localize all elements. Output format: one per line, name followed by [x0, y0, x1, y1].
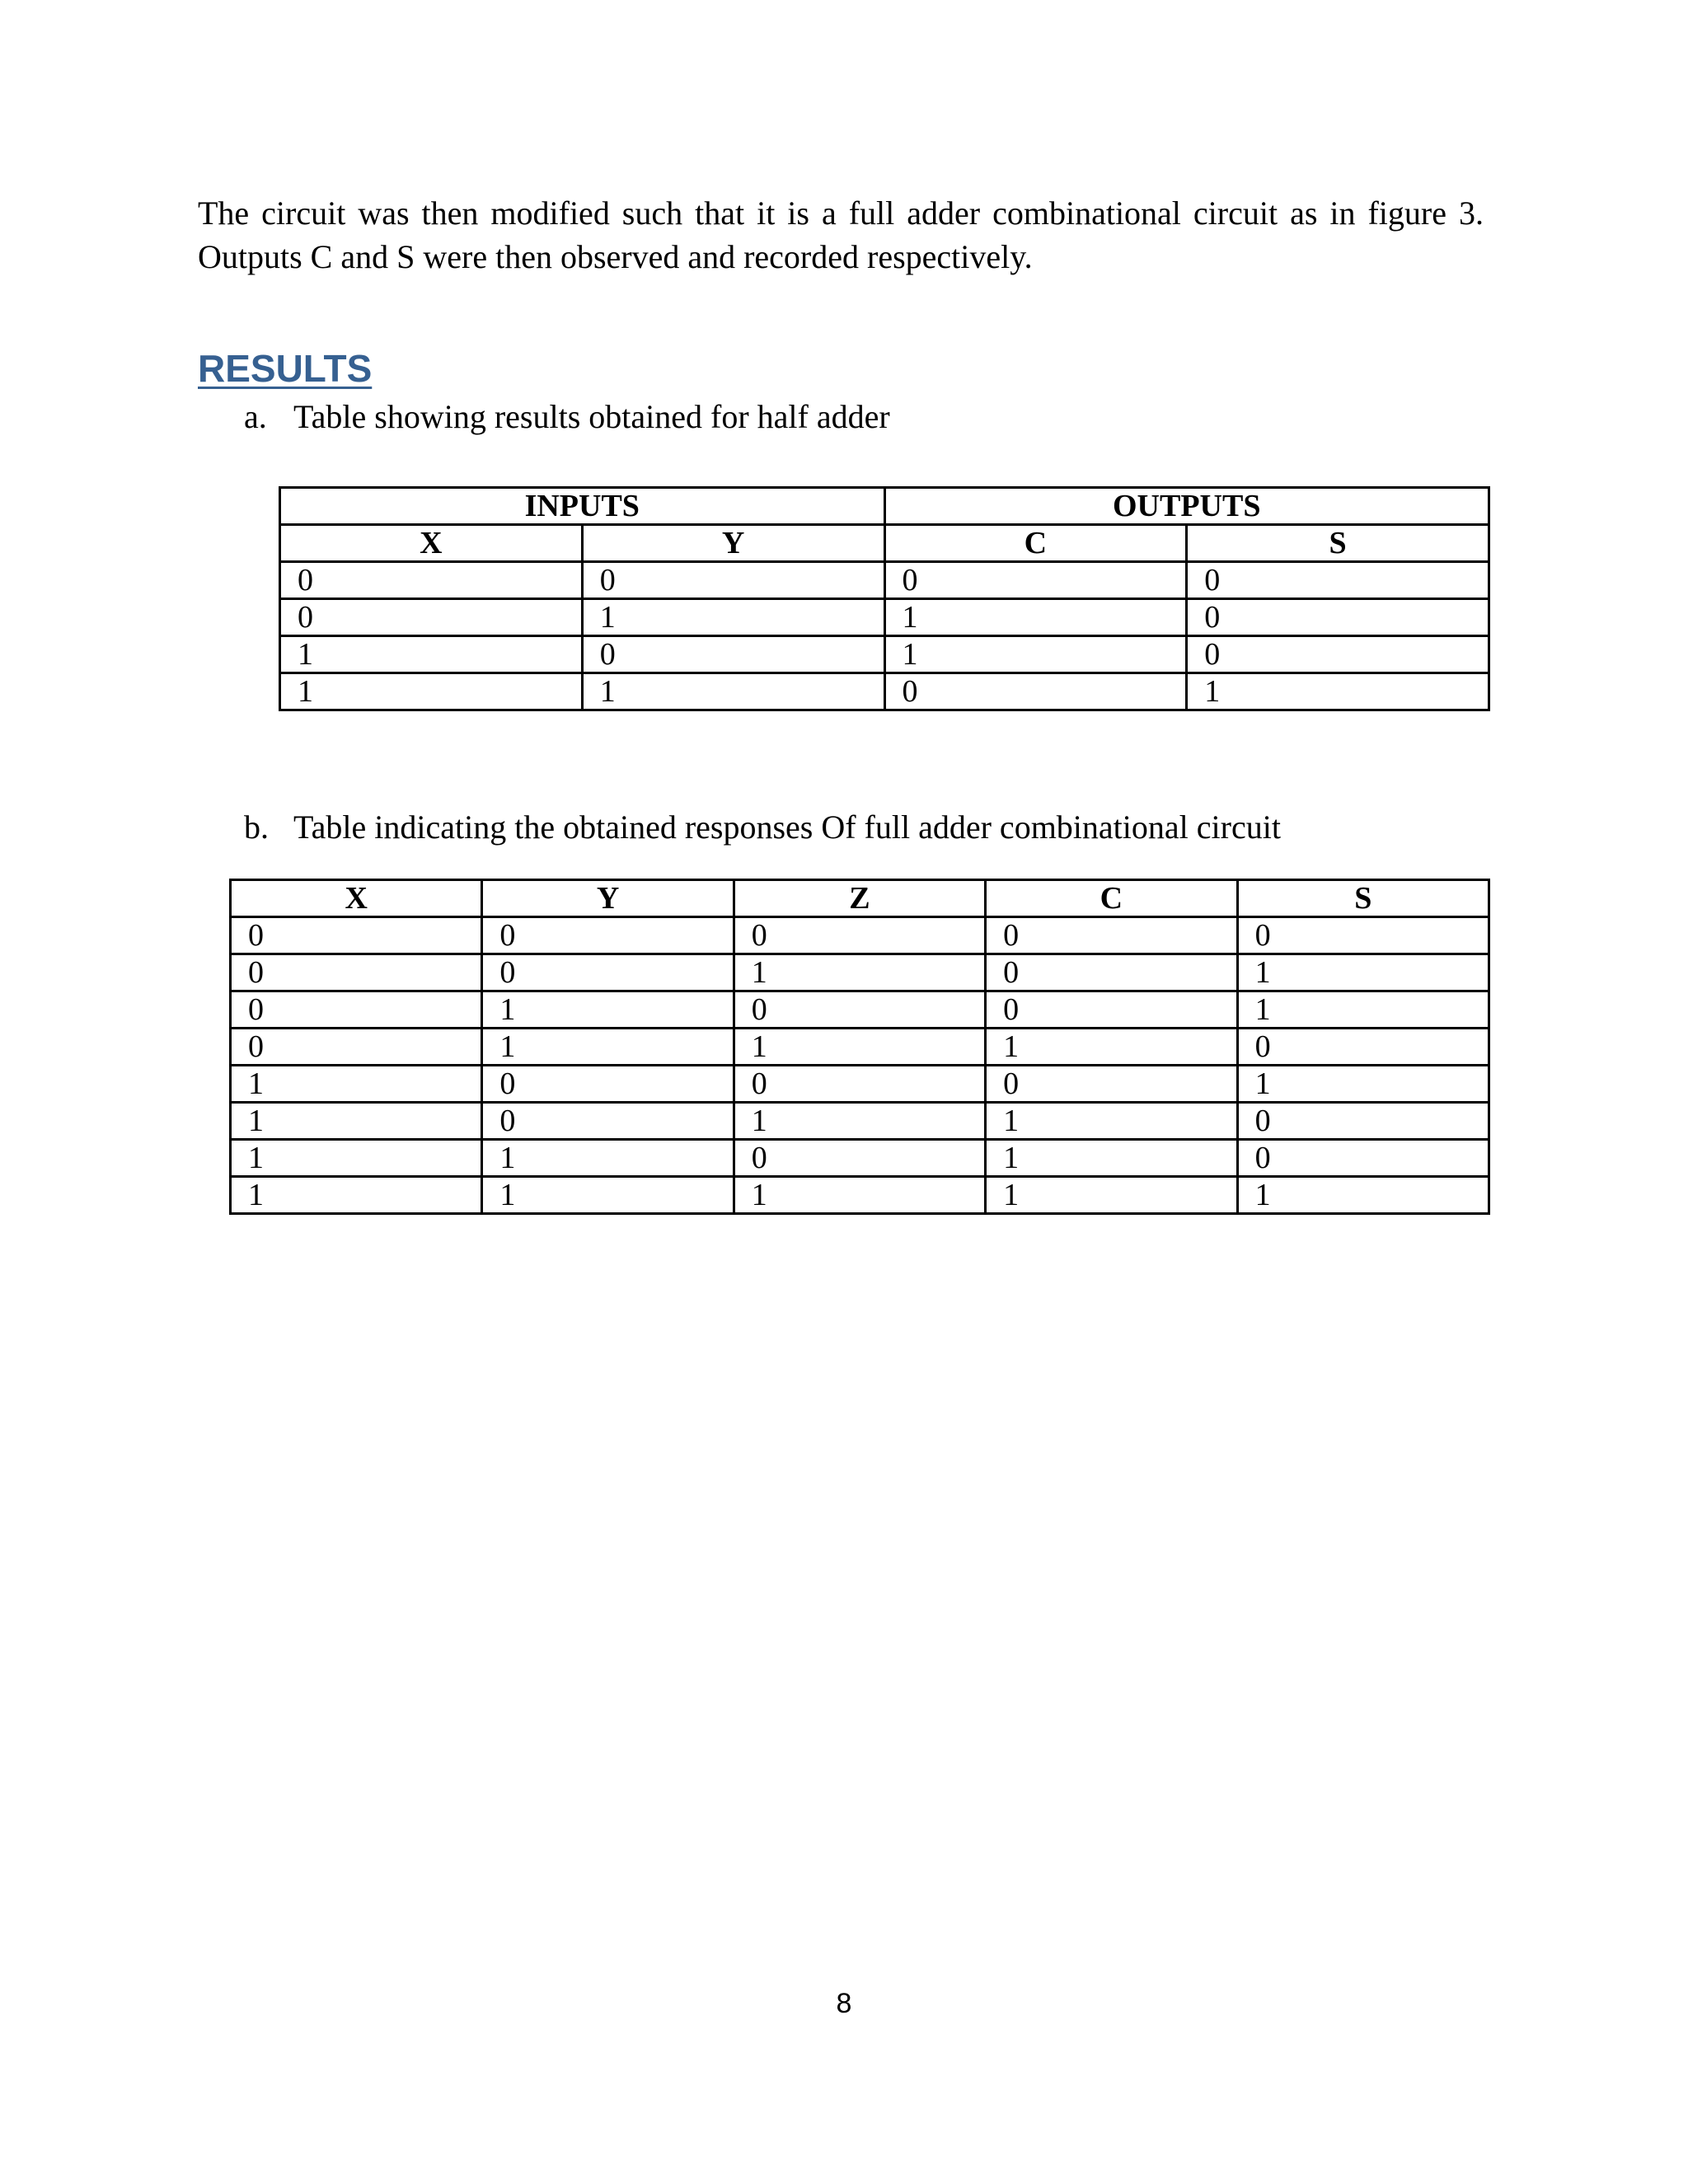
table-cell: 0	[1237, 1029, 1489, 1066]
table-cell: 1	[1237, 1177, 1489, 1214]
table-a-group-header-row	[280, 488, 1489, 525]
intro-paragraph	[198, 191, 1484, 279]
table-cell: 0	[734, 1066, 985, 1103]
table-cell: 1	[734, 954, 985, 991]
table-row	[280, 673, 1489, 710]
table-cell: 1	[1237, 1066, 1489, 1103]
intro-paragraph-line-2: Outputs C and S were then observed and recorded respectively.	[198, 238, 1033, 275]
table-a-header-y: Y	[582, 525, 884, 562]
table-cell: 0	[1237, 1103, 1489, 1140]
table-cell: 0	[1237, 1140, 1489, 1177]
table-cell: 0	[482, 1103, 734, 1140]
table-cell: 0	[482, 954, 734, 991]
table-cell: 1	[582, 599, 884, 636]
table-cell: 0	[582, 636, 884, 673]
table-cell: 1	[884, 636, 1187, 673]
table-row	[231, 991, 1489, 1029]
table-cell: 1	[734, 1029, 985, 1066]
table-cell: 0	[1187, 599, 1489, 636]
table-cell: 0	[582, 562, 884, 599]
table-b-header-z: Z	[734, 880, 985, 917]
table-cell: 1	[1187, 673, 1489, 710]
table-cell: 0	[1187, 636, 1489, 673]
table-row	[280, 636, 1489, 673]
table-b-caption-text: Table indicating the obtained responses Of full adder combinational circuit	[293, 808, 1281, 846]
half-adder-table	[279, 486, 1490, 711]
table-b-column-header-row	[231, 880, 1489, 917]
table-row	[231, 1177, 1489, 1214]
table-a-header-x: X	[280, 525, 583, 562]
table-cell: 1	[986, 1177, 1237, 1214]
table-a-header-c: C	[884, 525, 1187, 562]
table-cell: 0	[734, 917, 985, 954]
table-cell: 1	[582, 673, 884, 710]
table-a-header-s: S	[1187, 525, 1489, 562]
table-b-header-x: X	[231, 880, 482, 917]
table-row	[231, 1140, 1489, 1177]
table-b-header-y: Y	[482, 880, 734, 917]
table-row	[231, 1066, 1489, 1103]
table-b-marker: b.	[244, 808, 269, 846]
table-row	[231, 1029, 1489, 1066]
table-cell: 0	[986, 1066, 1237, 1103]
table-cell: 1	[280, 636, 583, 673]
table-cell: 1	[734, 1103, 985, 1140]
table-cell: 0	[986, 954, 1237, 991]
table-a-caption	[244, 397, 890, 437]
table-cell: 1	[482, 1177, 734, 1214]
table-b-caption	[244, 808, 1281, 847]
page-number: 8	[836, 1988, 852, 2019]
table-cell: 0	[231, 991, 482, 1029]
table-cell: 0	[1187, 562, 1489, 599]
table-cell: 1	[482, 1140, 734, 1177]
inputs-group-header: INPUTS	[280, 488, 885, 525]
outputs-group-header: OUTPUTS	[884, 488, 1489, 525]
table-cell: 0	[231, 1029, 482, 1066]
table-b-header-s: S	[1237, 880, 1489, 917]
table-cell: 0	[734, 1140, 985, 1177]
table-cell: 0	[280, 562, 583, 599]
table-cell: 0	[884, 562, 1187, 599]
table-cell: 1	[231, 1140, 482, 1177]
table-cell: 0	[986, 917, 1237, 954]
table-cell: 1	[280, 673, 583, 710]
table-cell: 1	[231, 1103, 482, 1140]
table-a-marker: a.	[244, 398, 267, 435]
table-row	[231, 954, 1489, 991]
table-cell: 1	[482, 991, 734, 1029]
table-row	[280, 599, 1489, 636]
results-heading: RESULTS	[198, 347, 373, 390]
table-cell: 0	[482, 1066, 734, 1103]
table-row	[231, 917, 1489, 954]
table-row	[231, 1103, 1489, 1140]
table-cell: 1	[231, 1066, 482, 1103]
table-cell: 0	[231, 954, 482, 991]
table-cell: 1	[986, 1029, 1237, 1066]
table-cell: 1	[734, 1177, 985, 1214]
table-cell: 1	[1237, 991, 1489, 1029]
table-a-caption-text: Table showing results obtained for half adder	[293, 398, 890, 435]
table-cell: 1	[231, 1177, 482, 1214]
table-cell: 0	[884, 673, 1187, 710]
table-cell: 1	[482, 1029, 734, 1066]
table-a-column-header-row	[280, 525, 1489, 562]
table-row	[280, 562, 1489, 599]
table-cell: 0	[280, 599, 583, 636]
table-cell: 0	[986, 991, 1237, 1029]
table-cell: 0	[1237, 917, 1489, 954]
table-cell: 0	[231, 917, 482, 954]
table-cell: 0	[734, 991, 985, 1029]
table-cell: 1	[986, 1103, 1237, 1140]
table-cell: 1	[986, 1140, 1237, 1177]
table-cell: 1	[884, 599, 1187, 636]
table-b-header-c: C	[986, 880, 1237, 917]
table-cell: 0	[482, 917, 734, 954]
table-cell: 1	[1237, 954, 1489, 991]
full-adder-table	[229, 879, 1490, 1215]
intro-paragraph-line-1: The circuit was then modified such that it is a full adder combinational circuit as in figure 3.	[198, 194, 1484, 232]
